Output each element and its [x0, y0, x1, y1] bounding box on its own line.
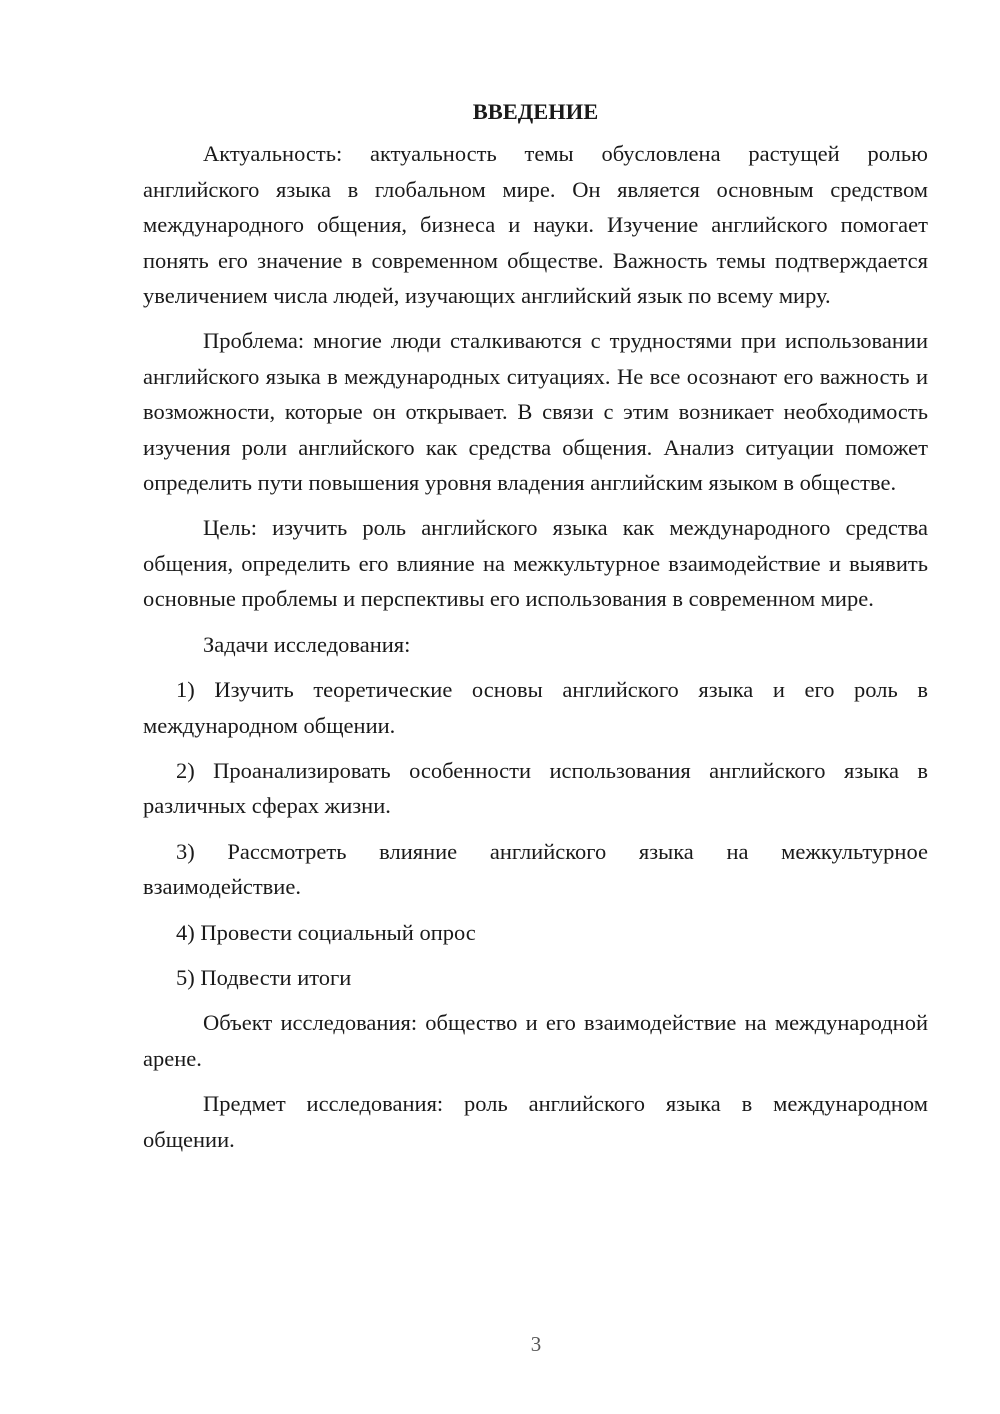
section-title: ВВЕДЕНИЕ	[472, 99, 599, 124]
object-paragraph: Объект исследования: общество и его взаимодействие на международной арене.	[143, 1010, 928, 1071]
task-item-4: 4) Провести социальный опрос	[176, 919, 476, 945]
tasks-heading: Задачи исследования:	[203, 631, 411, 657]
task-item-5: 5) Подвести итоги	[176, 964, 352, 990]
page-content	[143, 94, 928, 1167]
subject-paragraph: Предмет исследования: роль английского языка в международном общении.	[143, 1091, 928, 1152]
relevance-paragraph: Актуальность: актуальность темы обусловлена растущей ролью английского языка в глобальном мире. Он является основным средством международного общения, бизнеса и науки. Изучение английского помогает понять его значение в современном обществе. Важность темы подтверждается увеличением числа людей, изучающих английский язык по всему миру.	[143, 141, 928, 309]
problem-paragraph: Проблема: многие люди сталкиваются с трудностями при использовании английского языка в международных ситуациях. Не все осознают его важность и возможности, которые он открывает. В связи с этим возникает необходимость изучения роли английского как средства общения. Анализ ситуации поможет определить пути повышения уровня владения английским языком в обществе.	[143, 328, 928, 496]
task-item-2: 2) Проанализировать особенности использования английского языка в различных сферах жизни.	[143, 757, 928, 819]
task-item-3: 3) Рассмотреть влияние английского языка на межкультурное взаимодействие.	[143, 838, 928, 900]
goal-paragraph: Цель: изучить роль английского языка как международного средства общения, определить его влияние на межкультурное взаимодействие и выявить основные проблемы и перспективы его использования в современном мире.	[143, 515, 928, 612]
task-item-1: 1) Изучить теоретические основы английского языка и его роль в международном общении.	[143, 677, 928, 738]
page-number: 3	[530, 1332, 542, 1356]
